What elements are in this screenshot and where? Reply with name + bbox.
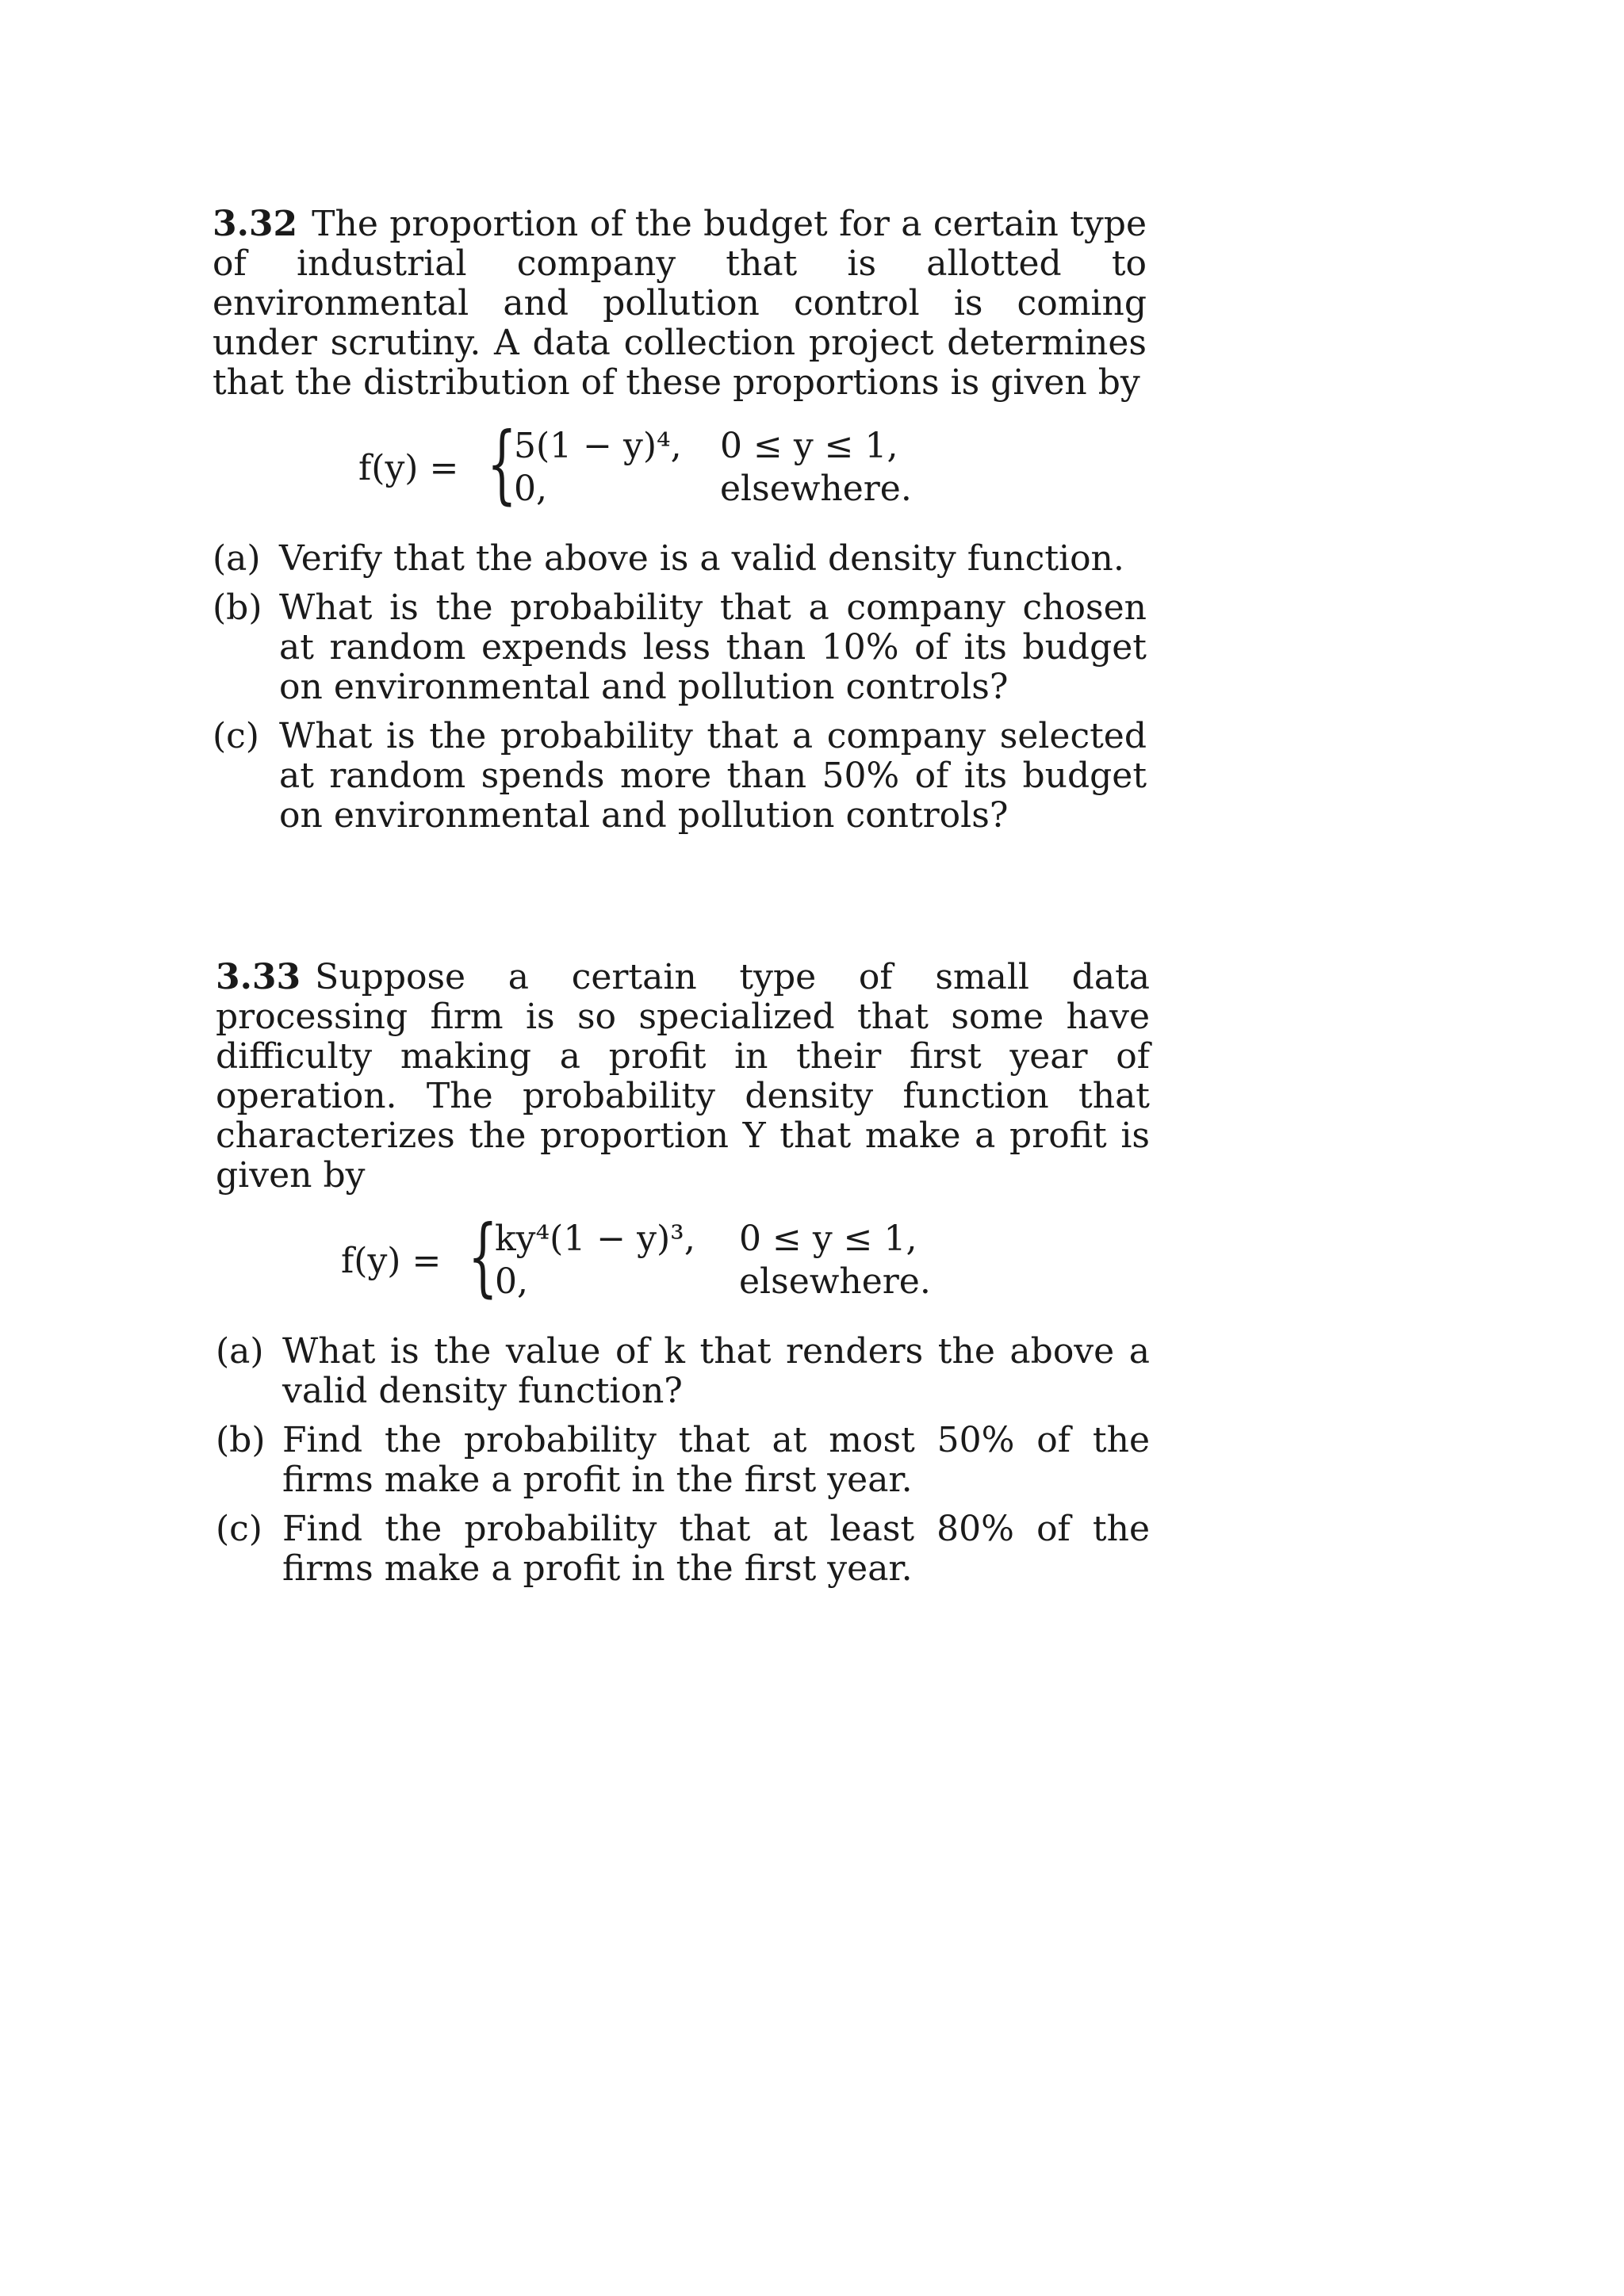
problem-number: 3.32 bbox=[213, 204, 298, 244]
brace-symbol: { bbox=[468, 1207, 498, 1307]
part-label: (a) bbox=[213, 538, 261, 579]
part-a bbox=[213, 539, 1147, 579]
part-label: (b) bbox=[216, 1420, 266, 1460]
density-function bbox=[216, 1207, 1150, 1308]
parts-list bbox=[216, 1332, 1150, 1589]
case-1-condition: 0 ≤ y ≤ 1, bbox=[720, 426, 898, 466]
part-label: (c) bbox=[216, 1509, 262, 1549]
part-label: (b) bbox=[213, 587, 262, 628]
case-1-expression: ky⁴(1 − y)³, bbox=[495, 1219, 695, 1259]
brace-symbol: { bbox=[487, 415, 517, 514]
part-text: Find the probability that at least 80% of the firms make a profit in the first year. bbox=[282, 1509, 1150, 1589]
problem-3-32 bbox=[213, 205, 1147, 845]
part-c bbox=[213, 717, 1147, 836]
function-lhs: f(y) = bbox=[341, 1241, 442, 1281]
part-text: Find the probability that at most 50% of the firms make a profit in the first year. bbox=[282, 1420, 1150, 1500]
case-2-expression: 0, bbox=[495, 1261, 528, 1302]
case-1-condition: 0 ≤ y ≤ 1, bbox=[739, 1219, 917, 1259]
part-b bbox=[213, 588, 1147, 707]
part-text: Verify that the above is a valid density function. bbox=[279, 538, 1124, 579]
case-2-expression: 0, bbox=[514, 469, 547, 509]
part-text: What is the probability that a company chosen at random expends less than 10% of its budget on environmental and pollution controls? bbox=[279, 587, 1147, 707]
problem-3-33 bbox=[216, 958, 1150, 1598]
problem-stem bbox=[216, 958, 1150, 1196]
part-c bbox=[216, 1510, 1150, 1589]
part-label: (c) bbox=[213, 716, 259, 756]
problem-text: The proportion of the budget for a certain type of industrial company that is allotted to environmental and pollution control is coming under scrutiny. A data collection project determines that the distribution of these proportions is given by bbox=[213, 204, 1147, 403]
problem-text: Suppose a certain type of small data processing firm is so specialized that some have difficulty making a profit in their first year of operation. The probability density function that characterizes the proportion Y that make a profit is given by bbox=[216, 957, 1150, 1196]
part-text: What is the value of k that renders the above a valid density function? bbox=[282, 1331, 1150, 1411]
case-1-expression: 5(1 − y)⁴, bbox=[514, 426, 682, 466]
parts-list bbox=[213, 539, 1147, 836]
problem-stem bbox=[213, 205, 1147, 403]
case-2-condition: elsewhere. bbox=[720, 469, 912, 509]
part-label: (a) bbox=[216, 1331, 264, 1372]
function-lhs: f(y) = bbox=[358, 448, 459, 488]
part-text: What is the probability that a company selected at random spends more than 50% of its budget on environmental and pollution controls? bbox=[279, 716, 1147, 836]
part-a bbox=[216, 1332, 1150, 1411]
case-2-condition: elsewhere. bbox=[739, 1261, 931, 1302]
problem-number: 3.33 bbox=[216, 957, 301, 997]
part-b bbox=[216, 1421, 1150, 1500]
density-function bbox=[213, 415, 1147, 515]
